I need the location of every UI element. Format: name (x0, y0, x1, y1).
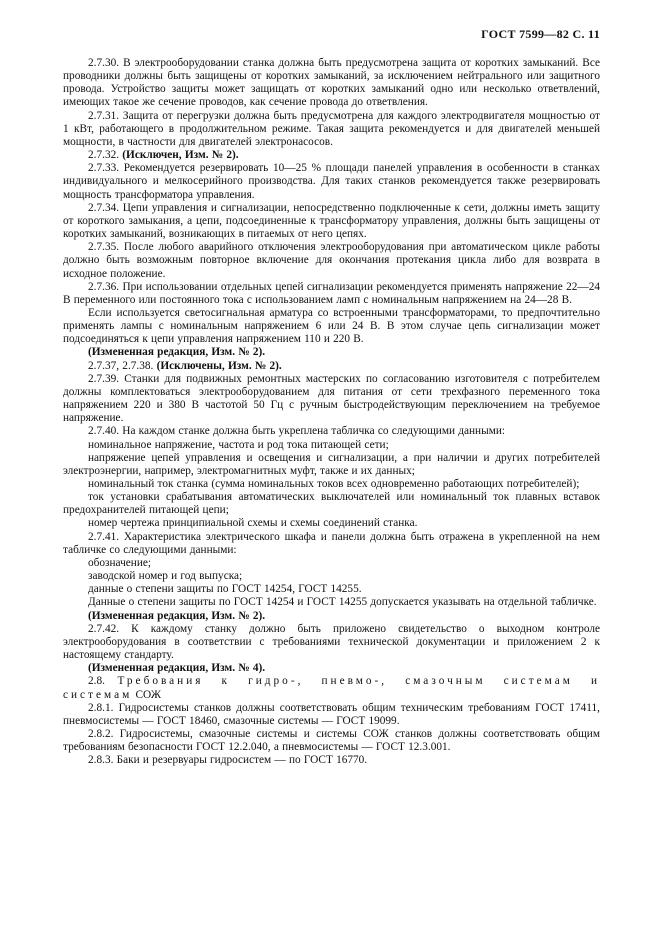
text-run: 2.7.39. Станки для подвижных ремонтных мастерских по согласованию изготовителя с потребителем должны комплектоваться электрооборудованием для питания от сети трехфазного переменного тока напряжением 220 и 380 В частотой 50 Гц с ручным быстродействующим переключением на требуемое напряжение. (63, 372, 600, 425)
text-run: 2.8.1. Гидросистемы станков должны соответствовать общим техническим требованиям ГОСТ 17411, пневмосистемы — ГОСТ 18460, смазочные системы — ГОСТ 19099. (63, 701, 600, 727)
paragraph (63, 583, 600, 596)
text-run: 2.8. (88, 675, 118, 688)
paragraph (63, 149, 600, 162)
text-run: (Измененная редакция, Изм. № 2). (88, 609, 266, 622)
text-run: данные о степени защиты по ГОСТ 14254, ГОСТ 14255. (88, 583, 362, 596)
paragraph (63, 557, 600, 570)
paragraph (63, 728, 600, 754)
text-run: 2.7.37, 2.7.38. (88, 359, 157, 372)
text-run: СОЖ (132, 688, 162, 701)
text-run: напряжение цепей управления и освещения и сигнализации, а при наличии и других потребителей электроэнергии, например, электромагнитных муфт, также и их данных; (63, 451, 600, 477)
paragraph (63, 202, 600, 241)
text-run: ток установки срабатывания автоматических выключателей или номинальный ток плавных вставок предохранителей питающей цепи; (63, 491, 600, 517)
text-run: 2.8.2. Гидросистемы, смазочные системы и системы СОЖ станков должны соответствовать общим требованиям безопасности ГОСТ 12.2.040, а пневмосистемы — ГОСТ 12.3.001. (63, 727, 600, 754)
paragraph (63, 360, 600, 373)
paragraph (63, 596, 600, 609)
text-run: номер чертежа принципиальной схемы и схемы соединений станка. (88, 517, 418, 530)
text-run: 2.7.42. К каждому станку должно быть приложено свидетельство о выходном контроле электрооборудования в соответствии с требованиями технической документации и приложением 2 к настоящему стандарту. (63, 622, 600, 662)
paragraph (63, 675, 600, 701)
paragraph (63, 241, 600, 280)
text-run: (Измененная редакция, Изм. № 2). (88, 346, 266, 359)
text-run: (Измененная редакция, Изм. № 4). (88, 662, 266, 675)
paragraph (63, 623, 600, 662)
paragraph (63, 110, 600, 149)
paragraph (63, 57, 600, 110)
paragraph (63, 517, 600, 530)
paragraph (63, 754, 600, 767)
text-run: Требования к гидро-, пневмо-, смазочным системам и системам (63, 675, 601, 701)
paragraph (63, 610, 600, 623)
paragraph (63, 307, 600, 346)
paragraph (63, 662, 600, 675)
paragraph (63, 702, 600, 728)
text-run: 2.7.35. После любого аварийного отключения электрооборудования при автоматическом цикле работы должно быть возможным повторное включение для окончания протекания цикла либо для возврата в исходное положение. (63, 241, 600, 280)
paragraph (63, 452, 600, 478)
text-run: 2.7.34. Цепи управления и сигнализации, непосредственно подключенные к сети, должны иметь защиту от короткого замыкания, а цепи, подсоединенные к трансформатору управления, должны быть защищены от коротких замыканий, возникающих в питаемых от него цепях. (63, 201, 600, 241)
text-run: 2.7.41. Характеристика электрического шкафа и панели должна быть отражена в укрепленной на нем табличке со следующими данными: (63, 530, 600, 556)
paragraph (63, 570, 600, 583)
text-run: 2.7.36. При использовании отдельных цепей сигнализации рекомендуется применять напряжение 22—24 В переменного или постоянного тока с использованием ламп с номинальным напряжением на 24—28 В. (63, 280, 600, 306)
text-run: 2.7.30. В электрооборудовании станка должна быть предусмотрена защита от коротких замыканий. Все проводники должны быть защищены от коротких замыканий, за исключением нейтрального или защитного провода. Устройство защиты может защищать от коротких замыканий одно или несколько ответвлений, имеющих такое же сечение проводов, как сечение провода до ответвления. (63, 57, 600, 109)
text-run: 2.7.31. Защита от перегрузки должна быть предусмотрена для каждого электродвигателя мощностью от 1 кВт, работающего в продолжительном режиме. Такая защита рекомендуется и для двигателей меньшей мощности, в частности для двигателей электронасосов. (63, 109, 600, 148)
text-run: Если используется светосигнальная арматура со встроенными трансформаторами, то предпочтительно применять лампы с номинальным напряжением 6 или 24 В. В этом случае цепь сигнализации может подсоединяться к цепи управления напряжением 110 и 220 В. (63, 306, 600, 346)
page-header: ГОСТ 7599—82 С. 11 (481, 27, 600, 41)
paragraph (63, 281, 600, 307)
paragraph (63, 373, 600, 426)
text-run: (Исключен, Изм. № 2). (122, 149, 239, 162)
text-run: Данные о степени защиты по ГОСТ 14254 и ГОСТ 14255 допускается указывать на отдельной табличке. (88, 596, 597, 609)
text-run: 2.7.40. На каждом станке должна быть укреплена табличка со следующими данными: (88, 425, 506, 438)
paragraph (63, 478, 600, 491)
text-run: 2.7.33. Рекомендуется резервировать 10—25 % площади панелей управления в особенности в станках индивидуального и мелкосерийного производства. Для таких станков рекомендуется также резервировать мощность трансформатора управления. (63, 162, 600, 201)
text-run: 2.7.32. (88, 149, 123, 162)
text-run: номинальный ток станка (сумма номинальных токов всех одновременно работающих потребителей); (88, 478, 580, 490)
text-run: 2.8.3. Баки и резервуары гидросистем — по ГОСТ 16770. (88, 754, 368, 767)
text-run: обозначение; (88, 556, 152, 569)
paragraph (63, 531, 600, 557)
paragraph (63, 491, 600, 517)
paragraph (63, 439, 600, 452)
text-run: (Исключены, Изм. № 2). (156, 359, 282, 372)
document-body (63, 57, 600, 767)
paragraph (63, 425, 600, 438)
text-run: заводской номер и год выпуска; (88, 570, 243, 583)
paragraph (63, 346, 600, 359)
paragraph (63, 162, 600, 201)
text-run: номинальное напряжение, частота и род тока питающей сети; (88, 438, 389, 451)
